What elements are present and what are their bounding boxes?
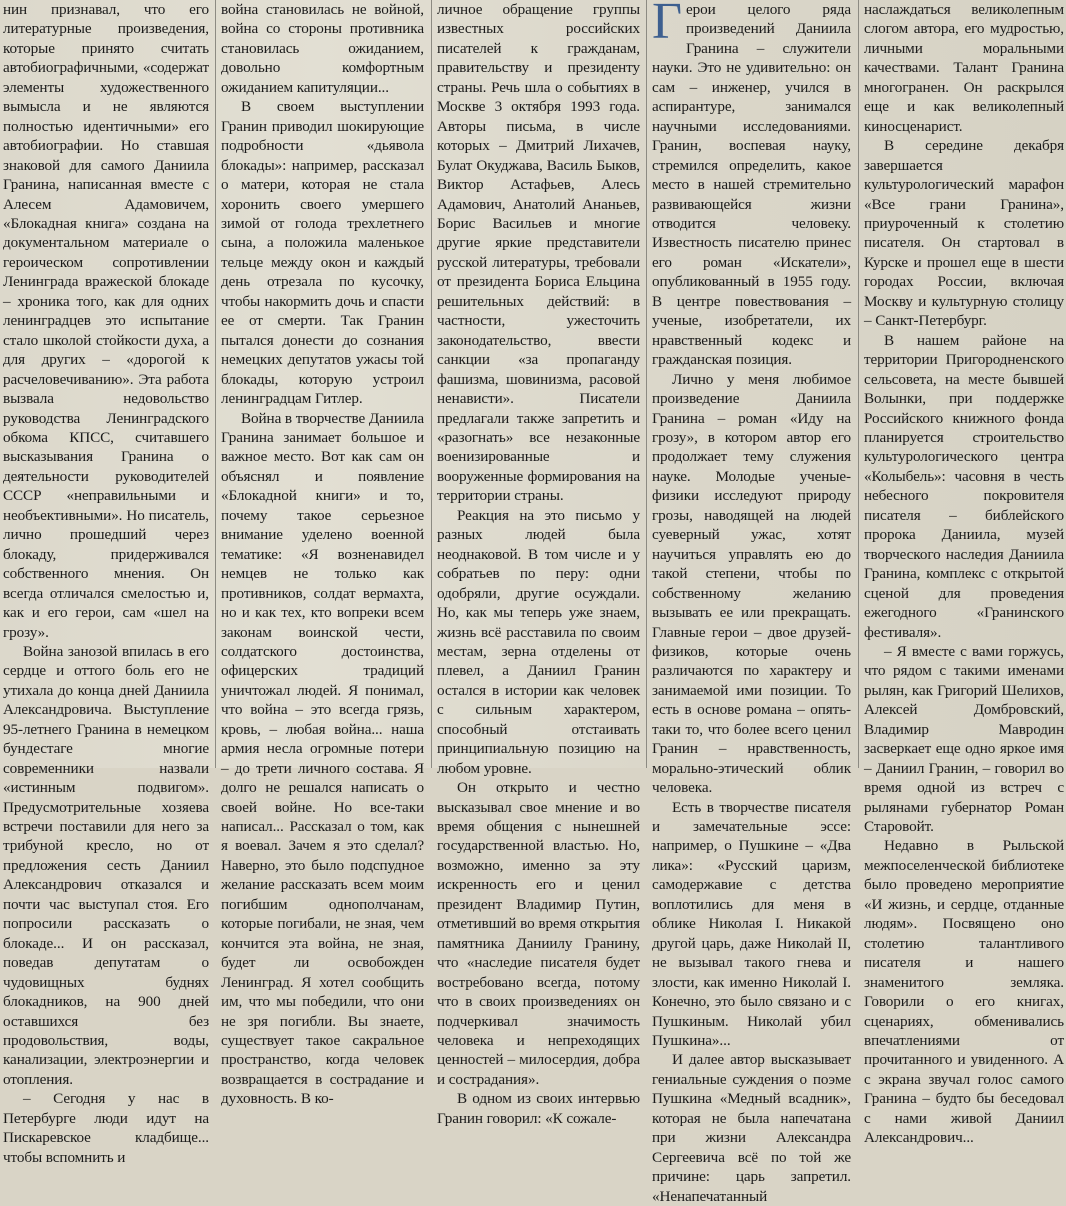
paragraph: – Я вместе с вами горжусь, что рядом с такими именами рылян, как Григорий Шелихов, Алексей Домбровский, Владимир Мавродин засверкает еще одно яркое имя – Даниил Гранин, – говорил во время одной из встреч с рылянами губернатор Роман Старовойт. — [864, 642, 1064, 836]
paragraph: война становилась не войной, война со стороны противника становилась ожиданием, довольно комфортным ожиданием капитуляции... — [221, 1, 424, 96]
paragraph: В нашем районе на территории Пригородненского сельсовета, на месте бывшей Волынки, при поддержке Российского книжного фонда планируется строительство культурологического центра «Колыбель»: часовня в честь небесного покровителя писателя – библейского пророка Даниила, музей творческого наследия Даниила Гранина, комплекс с открытой сценой для проведения ежегодного «Гранинского фестиваля». — [864, 331, 1064, 641]
text-column-4 — [652, 0, 851, 1205]
paragraph — [652, 0, 851, 370]
paragraph: И далее автор высказывает гениальные суждения о поэме Пушкина «Медный всадник», которая не была напечатана при жизни Александра Сергеевича всё по той же причине: царь запретил. «Ненапечатанный — [652, 1051, 851, 1205]
paragraph: Недавно в Рыльской межпоселенческой библиотеке было проведено мероприятие «И жизнь, и сердце, отданные людям». Посвящено оно столетию талантливого писателя и нашего знаменитого земляка. Говорили о его книгах, сценариях, обменивались впечатлениями от прочитанного и увиденного. А с экрана звучал голос самого Гранина – будто бы беседовал с нами живой Даниил Александрович... — [864, 837, 1064, 1147]
text-column-2 — [221, 0, 424, 1108]
column-divider — [646, 0, 647, 768]
paragraph: В одном из своих интервью Гранин говорил: «К сожале- — [437, 1090, 640, 1127]
paragraph-text: ерои целого ряда произведений Даниила Гранина – служители науки. Это не удивительно: он сам – инженер, учился в аспирантуре, занимался научными исследованиями. Гранин, воспевая науку, стремился определить, какое место в нашей стремительно развивающейся жизни отводится человеку. Известность писателю принес его роман «Искатели», опубликованный в 1955 году. В центре повествования – ученые, изобретатели, их нравственный кодекс и гражданская позиция. — [652, 1, 851, 369]
paragraph: В своем выступлении Гранин приводил шокирующие подробности «дьявола блокады»: например, рассказал о матери, которая не стала хоронить своего умершего зимой от голода трехлетнего сына, а положила маленькое тельце между окон и каждый день отрезала по кусочку, чтобы накормить дочь и спасти ее от смерти. Так Гранин пытался донести до сознания немецких депутатов ужасы той блокады, которую устроил ленинградцам Гитлер. — [221, 98, 424, 408]
column-divider — [858, 0, 859, 768]
paragraph: Есть в творчестве писателя и замечательные эссе: например, о Пушкине – «Два лика»: «Русский царизм, самодержавие с детства воплотились для меня в облике Николая I. Никакой другой царь, даже Николай II, не вызывал такого гнева и злости, как именно Николай I. Конечно, это было связано и с Пушкиным. Николай убил Пушкина»... — [652, 798, 851, 1050]
paragraph: В середине декабря завершается культурологический марафон «Все грани Гранина», приуроченный к столетию писателя. Он стартовал в Курске и прошел еще в шести городах России, включая Москву и культурную столицу – Санкт-Петербург. — [864, 137, 1064, 330]
paragraph: Война занозой впилась в его сердце и оттого боль его не утихала до конца дней Даниила Александровича. Выступление 95-летнего Гранина в немецком бундестаге многие современники назвали «истинным подвигом». Предусмотрительные хозяева встречи поставили для него за трибуной кресло, но от предложения сесть Даниил Александрович отказался и почти час выступал стоя. Его попросили рассказать о блокаде... И он рассказал, поведав депутатам о чудовищных буднях блокадников, на 900 дней оставшихся без продовольствия, воды, канализации, электроэнергии и отопления. — [3, 642, 209, 1088]
text-column-3 — [437, 0, 640, 1127]
paragraph: личное обращение группы известных российских писателей к гражданам, правительству и президенту страны. Речь шла о событиях в Москве 3 октября 1993 года. Авторы письма, в числе которых – Дмитрий Лихачев, Булат Окуджава, Василь Быков, Виктор Астафьев, Алесь Адамович, Анатолий Ананьев, Борис Васильев и многие другие яркие представители русской литературы, требовали от президента Бориса Ельцина решительных действий: в частности, ужесточить законодательство, ввести санкции «за пропаганду фашизма, шовинизма, расовой ненависти». Писатели предлагали также запретить и «разогнать» все незаконные военизированные и вооруженные формирования на территории страны. — [437, 1, 640, 505]
paragraph: Реакция на это письмо у разных людей была неоднаковой. В том числе и у собратьев по перу: одни одобряли, другие осуждали. Но, как мы теперь уже знаем, жизнь всё расставила по своим местам, зерна отделены от плевел, а Даниил Гранин остался в истории как человек с сильным характером, способный отстаивать принципиальную позицию на любом уровне. — [437, 506, 640, 777]
paragraph: – Сегодня у нас в Петербурге люди идут на Пискаревское кладбище... чтобы вспомнить и — [3, 1090, 209, 1166]
paragraph: Он открыто и честно высказывал свое мнение и во время общения с нынешней государственной властью. Но, возможно, именно за эту искренность его и ценил президент Владимир Путин, отметивший во время открытия памятника Даниилу Гранину, что «наследие писателя будет востребовано всегда, потому что в своих произведениях он подчеркивал значимость человека и непреходящих ценностей – милосердия, добра и сострадания». — [437, 779, 640, 1088]
text-column-1 — [3, 0, 209, 1166]
paragraph: Война в творчестве Даниила Гранина занимает большое и важное место. Вот как сам он объяснял и появление «Блокадной книги» и то, почему такое серьезное внимание уделено военной тематике: «Я возненавидел немцев не только как противников, солдат вермахта, но и как тех, кто вопреки всем законам воинской чести, солдатского достоинства, офицерских традиций уничтожал людей. Я понимал, что война – это всегда грязь, кровь, – любая война... наша армия несла огромные потери – до трети личного состава. Я долго не решался написать о своей войне. Но все-таки написал... Рассказал о том, как я воевал. Зачем я это сделал? Наверно, это было подспудное желание рассказать всем моим погибшим однополчанам, которые погибали, не зная, чем кончится эта война, не зная, будет ли освобожден Ленинград. Я хотел сообщить им, что мы победили, что они не зря погибли. Вы знаете, существует такое сакральное пространство, когда человек возвращается в сострадание и духовность. В ко- — [221, 409, 424, 1108]
drop-cap: Г — [652, 0, 682, 50]
paragraph: Лично у меня любимое произведение Даниила Гранина – роман «Иду на грозу», в котором автор его продолжает тему служения науке. Молодые ученые-физики исследуют природу грозы, наводящей на людей суеверный ужас, хотят научиться управлять ею до такой степени, чтобы по собственному желанию вызывать ее или прекращать. Главные герои – двое друзей-физиков, которые очень различаются по характеру и занимаемой ими позиции. То есть в основе романа – опять-таки то, что более всего ценил Гранин – нравственность, морально-этический облик человека. — [652, 370, 851, 797]
column-divider — [431, 0, 432, 768]
text-column-5 — [864, 0, 1064, 1147]
paragraph: наслаждаться великолепным слогом автора, его мудростью, личными моральными качествами. Талант Гранина многогранен. Он раскрылся еще и как великолепный киносценарист. — [864, 1, 1064, 135]
paragraph: нин признавал, что его литературные произведения, которые принято считать автобиографичными, «содержат элементы художественного вымысла и не являются полностью идентичными» его автобиографии. Но ставшая знаковой для самого Даниила Гранина, написанная вместе с Алесем Адамовичем, «Блокадная книга» создана на документальном материале о героическом сопротивлении Ленинграда вражеской блокаде – хроника того, как для одних ленинградцев это испытание стало школой стойкости духа, а для других – «дорогой к расчеловечиванию». Эта работа вызвала недовольство руководства Ленинградского обкома КПСС, считавшего высказывания Гранина о деятельности руководителей СССР «неправильными и необъективными». Но писатель, лично прошедший через блокаду, придерживался собственного мнения. Он всегда отличался смелостью и, как и его герои, сам «шел на грозу». — [3, 1, 209, 641]
column-divider — [215, 0, 216, 768]
